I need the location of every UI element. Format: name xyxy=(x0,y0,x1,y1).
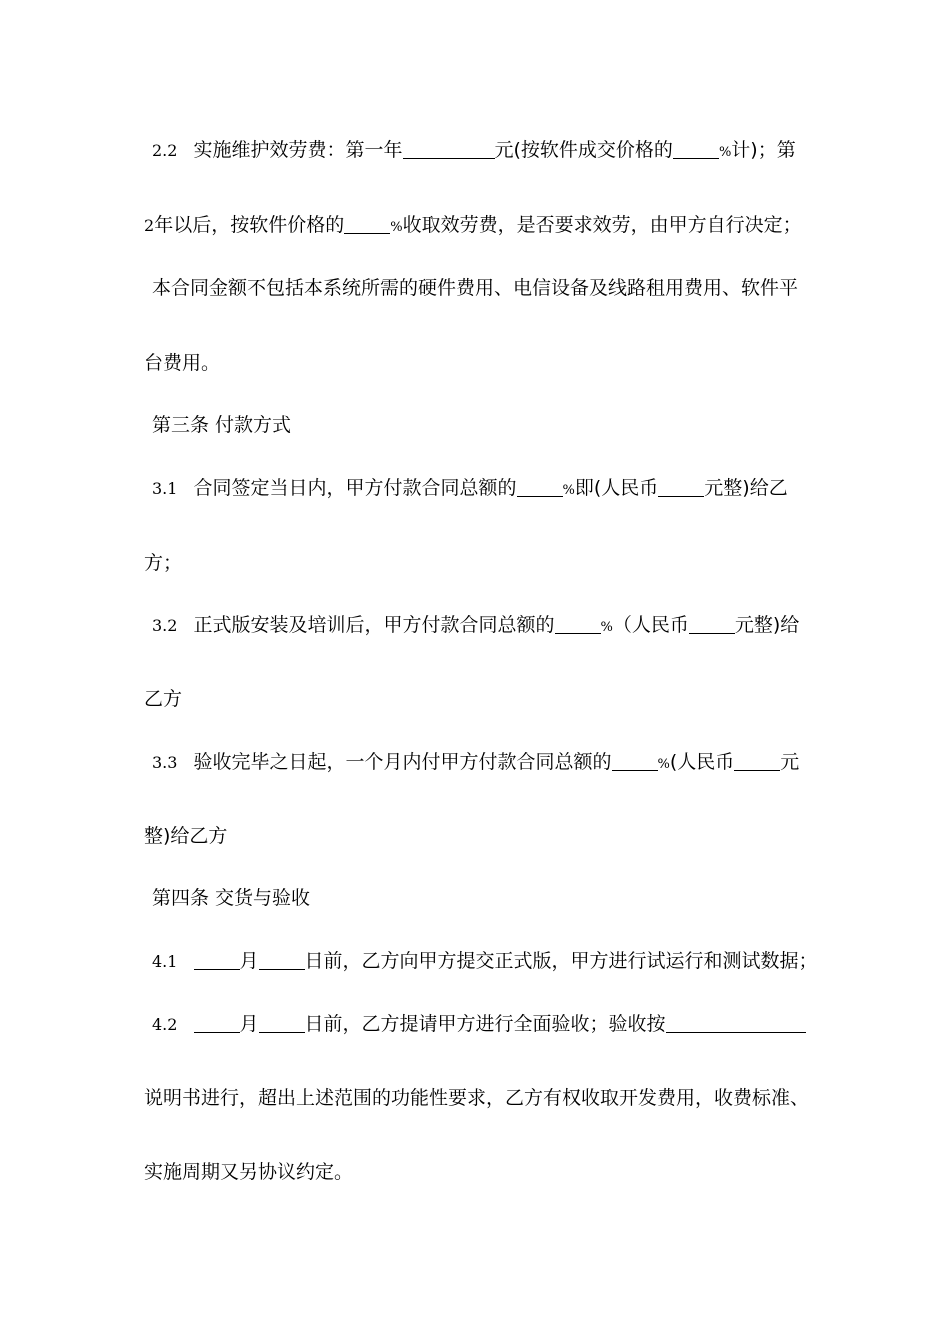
clause-number: 4.2 xyxy=(152,1015,178,1034)
blank-field xyxy=(734,751,780,771)
clause-text: 日前，乙方向甲方提交正式版，甲方进行试运行和测试数据； xyxy=(304,950,818,972)
percent-sign: % xyxy=(657,757,670,772)
blank-field xyxy=(259,950,305,970)
clause-text: （人民币 xyxy=(612,614,689,636)
percent-sign: % xyxy=(600,620,613,635)
clause-text: 月 xyxy=(239,950,259,972)
clause-3-1-line xyxy=(152,475,788,504)
article-3-heading: 第三条 付款方式 xyxy=(152,414,292,436)
exclusion-text-line-2: 台费用。 xyxy=(144,352,221,374)
clause-4-2-line-3: 实施周期又另协议约定。 xyxy=(144,1161,354,1183)
year-number: 2 xyxy=(144,216,155,235)
article-4-heading: 第四条 交货与验收 xyxy=(152,887,311,909)
clause-text: 收取效劳费，是否要求效劳，由甲方自行决定； xyxy=(402,214,802,236)
exclusion-text-line: 本合同金额不包括本系统所需的硬件费用、电信设备及线路租用费用、软件平 xyxy=(152,277,799,299)
clause-text: 合同签定当日内，甲方付款合同总额的 xyxy=(193,477,517,499)
clause-number: 2.2 xyxy=(152,141,178,160)
clause-text: 验收完毕之日起，一个月内付甲方付款合同总额的 xyxy=(193,751,612,773)
clause-3-3-line-2: 整)给乙方 xyxy=(144,825,228,847)
clause-number: 3.3 xyxy=(152,753,178,772)
clause-3-1-line-2: 方； xyxy=(144,552,183,574)
blank-field xyxy=(689,614,735,634)
blank-field xyxy=(673,139,719,159)
clause-text: 正式版安装及培训后，甲方付款合同总额的 xyxy=(193,614,555,636)
clause-number: 3.1 xyxy=(152,479,178,498)
blank-field xyxy=(194,950,240,970)
blank-field xyxy=(555,614,601,634)
blank-field xyxy=(259,1013,305,1033)
clause-4-2-line-2: 说明书进行，超出上述范围的功能性要求，乙方有权收取开发费用，收费标准、 xyxy=(144,1087,810,1109)
percent-sign: % xyxy=(718,145,732,160)
clause-number: 3.2 xyxy=(152,616,178,635)
blank-field xyxy=(666,1013,806,1033)
clause-3-2-line-2: 乙方 xyxy=(144,688,183,710)
percent-sign: % xyxy=(562,483,575,498)
clause-3-3-line xyxy=(152,749,799,778)
clause-number: 4.1 xyxy=(152,952,178,971)
blank-field xyxy=(344,214,390,234)
clause-text: 元 xyxy=(780,751,800,773)
clause-4-2-line xyxy=(152,1011,806,1038)
blank-field xyxy=(517,477,563,497)
blank-field xyxy=(612,751,658,771)
clause-text: 实施维护效劳费：第一年 xyxy=(193,139,403,161)
clause-text: 元整)给 xyxy=(734,614,800,636)
clause-text: 元(按软件成交价格的 xyxy=(494,139,673,161)
clause-text: (人民币 xyxy=(669,751,735,773)
clause-text: 计)；第 xyxy=(731,139,796,161)
clause-text: 年以后，按软件价格的 xyxy=(154,214,345,236)
clause-text: 元整)给乙 xyxy=(704,477,788,499)
clause-4-1-line xyxy=(152,948,818,975)
clause-2-2-line xyxy=(152,137,796,166)
clause-3-2-line xyxy=(152,612,799,641)
clause-text: 月 xyxy=(239,1013,259,1035)
blank-field xyxy=(194,1013,240,1033)
clause-2-2-line-2 xyxy=(144,212,802,241)
percent-sign: % xyxy=(390,220,403,235)
clause-text: 日前，乙方提请甲方进行全面验收；验收按 xyxy=(304,1013,666,1035)
blank-field xyxy=(658,477,704,497)
clause-text: 即(人民币 xyxy=(574,477,659,499)
blank-field xyxy=(403,139,495,159)
